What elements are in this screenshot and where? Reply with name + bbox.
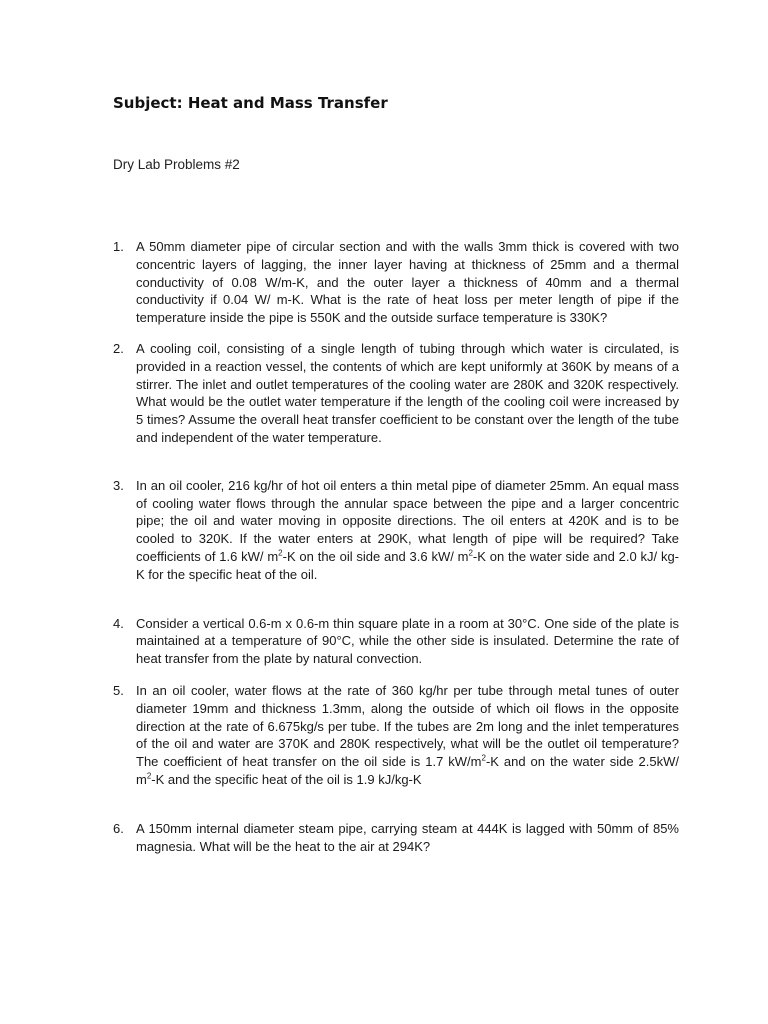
problem-text: Consider a vertical 0.6-m x 0.6-m thin square plate in a room at 30°C. One side of the plate is maintained at a temperature of 90°C, while the other side is insulated. Determine the rate of heat transfer from the plate by natural convection. bbox=[136, 615, 679, 667]
problem-item bbox=[113, 477, 679, 584]
problem-text bbox=[136, 477, 679, 584]
problem-text-part: -K on the water side and 2.0 kJ/ kg-K for the specific heat of the oil. bbox=[136, 548, 679, 582]
problem-text-part: -K and on the water side 2.5kW/ m bbox=[136, 754, 680, 787]
problem-set-title: Dry Lab Problems #2 bbox=[113, 157, 240, 172]
problem-item bbox=[113, 820, 679, 856]
superscript: 2 bbox=[481, 753, 486, 763]
problem-number: 1. bbox=[113, 239, 124, 254]
problem-text-part: In an oil cooler, water flows at the rate of 360 kg/hr per tube through metal tunes of outer diameter 19mm and thickness 1.3mm, along the outside of which oil flows in the opposite direction at the rate of 6.675kg/s per tube. If the tubes are 2m long and the inlet temperatures of the oil and water are 370K and 280K respectively, what will be the outlet oil temperature? The coefficient of heat transfer on the oil side is 1.7 kW/m bbox=[136, 682, 679, 770]
problem-text-part: -K on the oil side and 3.6 kW/ m bbox=[282, 548, 469, 564]
problem-number: 2. bbox=[113, 340, 124, 356]
problem-text-part: -K and the specific heat of the oil is 1.9 kJ/kg-K bbox=[151, 771, 422, 787]
problem-item bbox=[113, 238, 679, 327]
problem-item bbox=[113, 615, 679, 668]
problem-number: 5. bbox=[113, 682, 124, 698]
superscript: 2 bbox=[146, 771, 152, 781]
problem-text: A 50mm diameter pipe of circular section and with the walls 3mm thick is covered with two concentric layers of lagging, the inner layer having at thickness of 25mm and a thermal conductivity of 0.08 W/m-K, and the outer layer a thickness of 40mm and a thermal conductivity if 0.04 W/ m-K. What is the rate of heat loss per meter length of pipe if the temperature inside the pipe is 550K and the outside surface temperature is 330K? bbox=[136, 239, 679, 326]
problem-number: 4. bbox=[113, 615, 124, 631]
problem-text: A 150mm internal diameter steam pipe, carrying steam at 444K is lagged with 50mm of 85% magnesia. What will be the heat to the air at 294K? bbox=[136, 820, 679, 854]
superscript: 2 bbox=[278, 548, 283, 558]
problem-number: 6. bbox=[113, 820, 124, 836]
subject-title: Subject: Heat and Mass Transfer bbox=[113, 94, 388, 112]
problem-text: A cooling coil, consisting of a single length of tubing through which water is circulated, is provided in a reaction vessel, the contents of which are kept uniformly at 360K by means of a stirrer. The inlet and outlet temperatures of the cooling water are 280K and 320K respectively. What would be the outlet water temperature if the length of the cooling coil were increased by 5 times? Assume the overall heat transfer coefficient to be constant over the length of the tube and independent of the water temperature. bbox=[136, 340, 679, 445]
problem-text bbox=[136, 682, 679, 789]
problem-text-part: In an oil cooler, 216 kg/hr of hot oil enters a thin metal pipe of diameter 25mm. An equal mass of cooling water flows through the annular space between the pipe and a larger concentric pipe; the oil and water moving in opposite directions. The oil enters at 420K and is to be cooled to 320K. If the water enters at 290K, what length of pipe will be required? Take coefficients of 1.6 kW/ m bbox=[136, 477, 679, 564]
problem-list bbox=[113, 238, 679, 855]
superscript: 2 bbox=[468, 548, 473, 558]
problem-item bbox=[113, 340, 679, 447]
problem-number: 3. bbox=[113, 477, 124, 493]
problem-item bbox=[113, 682, 679, 789]
